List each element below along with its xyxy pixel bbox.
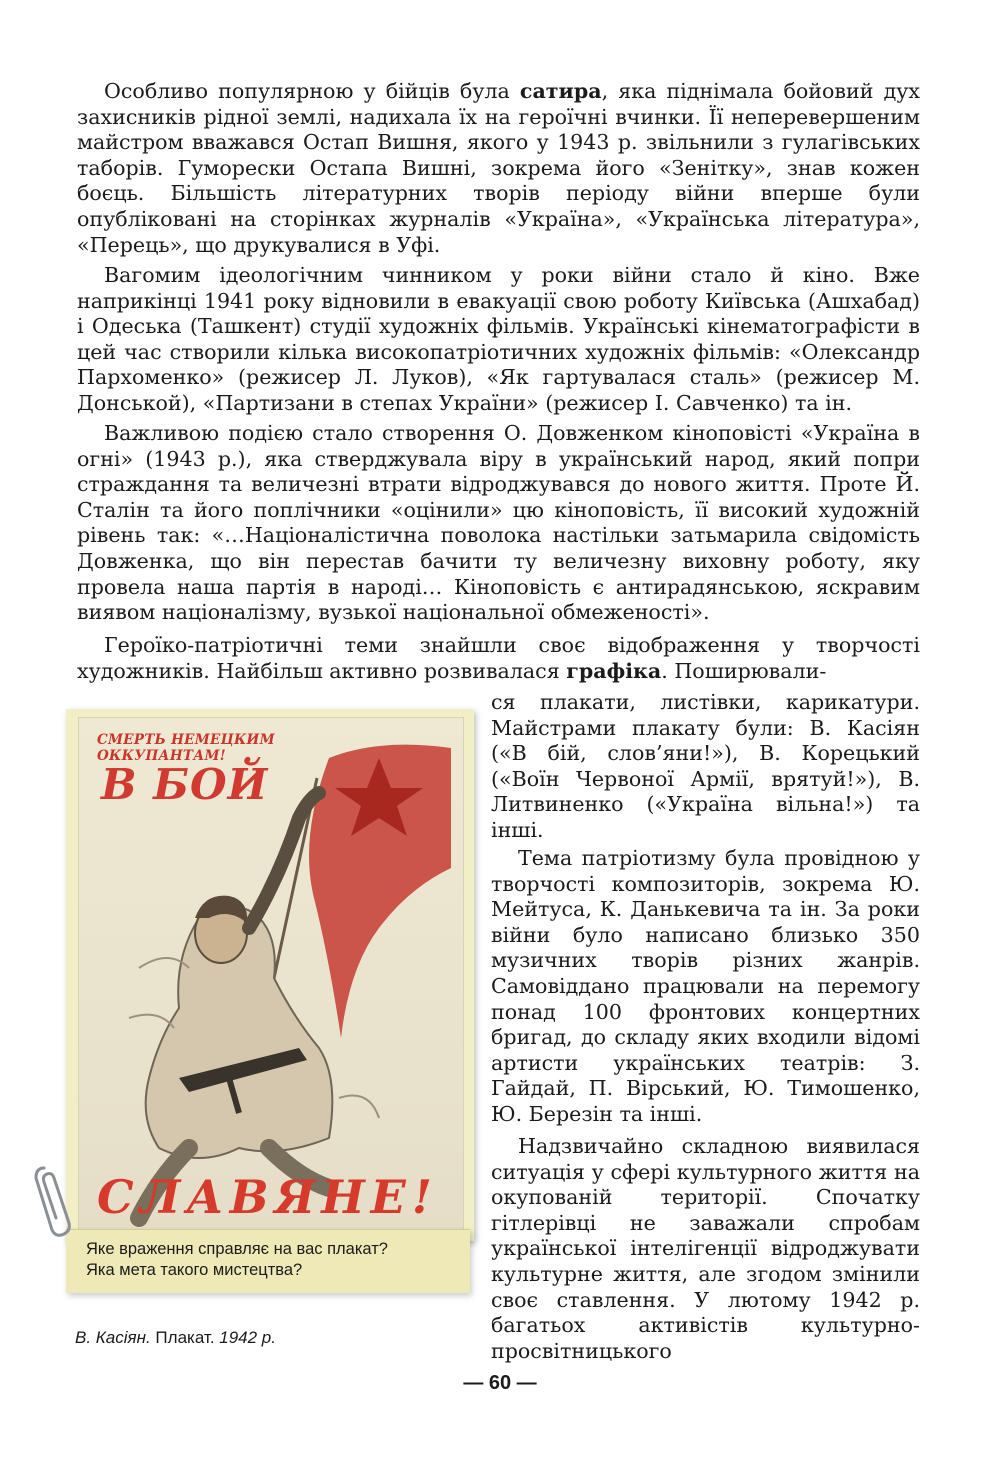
caption-author: В. Касіян. (75, 1328, 151, 1347)
paragraph-music: Тема патріотизму була провідною у творчості композиторів, зокрема Ю. Мейтуса, К. Данькевича та ін. За роки війни було написано близько 350 музичних творів різних жанрів. Самовіддано працювали на перемогу понад 100 фронтових концертних бригад, до складу яких входили відомі артисти українських театрів: З. Гайдай, П. Вірський, Ю. Тимошенко, Ю. Березін та інші. (491, 846, 920, 1126)
paragraph-cinema: Вагомим ідеологічним чинником у роки війни стало й кіно. Вже наприкінці 1941 року відновили в евакуації свою роботу Київська (Ашхабад) і Одеська (Ташкент) студії художніх фільмів. Українські кінематографісти в цей час створили кілька високопатріотичних художніх фільмів: «Олександр Пархоменко» (режисер Л. Луков), «Як гартувалася сталь» (режисер М. Донськой), «Партизани в степах України» (режисер І. Савченко) та ін. (77, 263, 920, 415)
text: . Поширювали- (661, 658, 827, 683)
paragraph-dovzhenko: Важливою подією стало створення О. Довженком кіноповісті «Україна в огні» (1943 р.), яка стверджувала віру в український народ, який попри страждання та величезні втрати відроджувався до нового життя. Проте Й. Сталін та його поплічники «оцінили» цю кіноповість, її високий художній рівень так: «…Націоналістична поволока настільки затьмарила свідомість Довженка, що він перестав бачити ту величезну виховну роботу, яку провела наша партія в народі… Кіноповість є антирадянською, яскравим виявом націоналізму, вузької національної обмеженості». (77, 421, 920, 625)
paragraph-graphics (77, 633, 920, 684)
caption-year: 1942 р. (219, 1328, 276, 1347)
poster-image (78, 717, 464, 1267)
term-graphics: графіка (566, 658, 662, 683)
paragraph-graphics-continued: ся плакати, листівки, карикатури. Майстрами плакату були: В. Касіян («В бій, слов’яни!»), В. Корецький («Воїн Червоної Армії, врятуй!»), В. Литвиненко («Україна вільна!») та інші. (491, 690, 920, 842)
question-line-2: Яка мета такого мистецтва? (86, 1261, 303, 1279)
term-satire: сатира (519, 79, 602, 103)
paperclip-icon (32, 1160, 82, 1240)
figure-caption (75, 1328, 276, 1348)
paragraph-satire (77, 79, 920, 258)
poster-headline: В БОЙ (101, 760, 269, 809)
poster-slogan: СМЕРТЬ НЕМЕЦКИМ ОККУПАНТАМ! (97, 732, 275, 764)
question-line-1: Яке враження справляє на вас плакат? (86, 1240, 388, 1258)
caption-kind: Плакат. (150, 1328, 220, 1347)
text: , яка піднімала бойовий дух захисників рідної землі, надихала їх на героїчні вчинки. Її неперевершеним майстром вважався Остап Вишня, якого у 1943 р. звільнили з гулагівських таборів. Гуморески Остапа Вишні, зокрема його «Зенітку», знав кожен боєць. Більшість літературних творів періоду війни вперше були опубліковані на сторінках журналів «Україна», «Українська література», «Перець», що друкувалися в Уфі. (77, 79, 920, 257)
poster-figure (66, 709, 474, 1329)
question-box (66, 1229, 470, 1293)
text: Особливо популярною у бійців була (104, 79, 520, 103)
poster-bottom-text: СЛАВЯНЕ! (97, 1170, 438, 1224)
page-number: — 60 — (463, 1372, 537, 1394)
paragraph-occupation: Надзвичайно складною виявилася ситуація у сфері культурного життя на окупованій території. Спочатку гітлерівці не заважали спробам української інтелігенції відроджувати культурне життя, але згодом змінили своє ставлення. У лютому 1942 р. багатьох активістів культурно-просвітницького (491, 1134, 920, 1363)
text: Героїко-патріотичні теми знайшли своє відображення у творчості художників. Найбільш активно розвивалася (77, 633, 920, 683)
